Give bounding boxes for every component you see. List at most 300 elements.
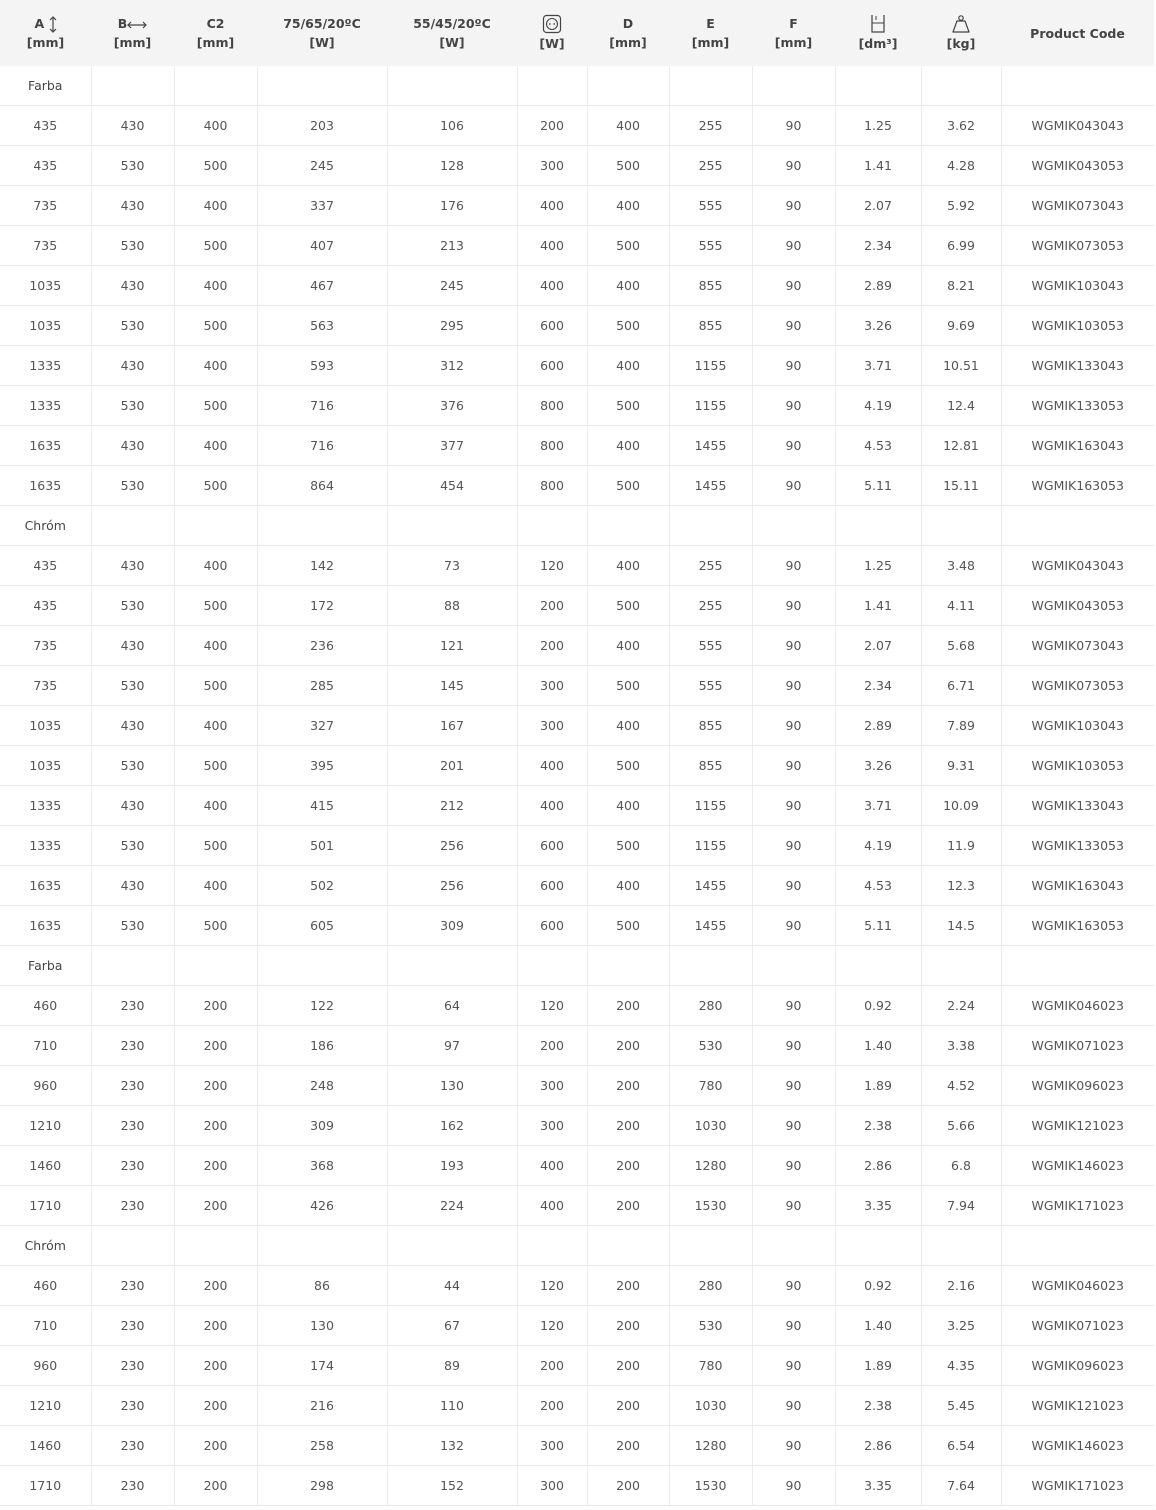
cell-e: 855: [669, 306, 752, 346]
cell-power-55: 454: [387, 466, 517, 506]
cell-b: 530: [91, 466, 174, 506]
cell-power-55: 67: [387, 1306, 517, 1346]
cell-b: 430: [91, 426, 174, 466]
cell-a: 1635: [0, 426, 91, 466]
cell-power-75: 186: [257, 1026, 387, 1066]
cell-f: 90: [752, 826, 835, 866]
empty-cell: [1001, 946, 1154, 986]
cell-power-75: 327: [257, 706, 387, 746]
cell-power-55: 89: [387, 1346, 517, 1386]
table-row: [0, 986, 1154, 1026]
cell-d: 400: [587, 106, 669, 146]
cell-weight: 7.64: [921, 1466, 1001, 1506]
empty-cell: [669, 1226, 752, 1266]
cell-product-code: WGMIK046023: [1001, 986, 1154, 1026]
cell-e: 855: [669, 746, 752, 786]
cell-e: 780: [669, 1066, 752, 1106]
table-row: [0, 1186, 1154, 1226]
cell-f: 90: [752, 386, 835, 426]
table-row: [0, 746, 1154, 786]
cell-product-code: WGMIK163043: [1001, 426, 1154, 466]
cell-electric: 200: [517, 1026, 587, 1066]
empty-cell: [517, 66, 587, 106]
cell-product-code: WGMIK146023: [1001, 1426, 1154, 1466]
cell-volume: 1.89: [835, 1346, 921, 1386]
cell-electric: 300: [517, 1106, 587, 1146]
cell-f: 90: [752, 186, 835, 226]
cell-weight: 6.99: [921, 226, 1001, 266]
cell-b: 230: [91, 1386, 174, 1426]
cell-c2: 200: [174, 986, 257, 1026]
empty-cell: [921, 66, 1001, 106]
cell-electric: 800: [517, 466, 587, 506]
cell-e: 1455: [669, 906, 752, 946]
table-row: [0, 466, 1154, 506]
group-label: Chróm: [0, 506, 91, 546]
cell-weight: 4.35: [921, 1346, 1001, 1386]
cell-f: 90: [752, 666, 835, 706]
cell-f: 90: [752, 786, 835, 826]
cell-c2: 400: [174, 866, 257, 906]
cell-b: 230: [91, 986, 174, 1026]
cell-d: 500: [587, 466, 669, 506]
cell-power-55: 132: [387, 1426, 517, 1466]
table-row: [0, 666, 1154, 706]
empty-cell: [91, 1226, 174, 1266]
cell-electric: 200: [517, 626, 587, 666]
cell-weight: 7.89: [921, 706, 1001, 746]
col-f-unit: [mm]: [774, 35, 813, 50]
cell-power-75: 203: [257, 106, 387, 146]
col-e-label: E: [706, 16, 715, 31]
cell-d: 400: [587, 706, 669, 746]
group-header-row: [0, 66, 1154, 106]
col-power-75-label: 75/65/20ºC: [283, 16, 361, 31]
cell-c2: 400: [174, 346, 257, 386]
empty-cell: [257, 66, 387, 106]
cell-product-code: WGMIK103053: [1001, 746, 1154, 786]
cell-weight: 3.25: [921, 1306, 1001, 1346]
cell-electric: 200: [517, 586, 587, 626]
table-row: [0, 1386, 1154, 1426]
cell-volume: 2.07: [835, 626, 921, 666]
cell-a: 1335: [0, 826, 91, 866]
cell-a: 1035: [0, 706, 91, 746]
cell-f: 90: [752, 546, 835, 586]
cell-power-75: 502: [257, 866, 387, 906]
cell-c2: 500: [174, 226, 257, 266]
cell-e: 555: [669, 666, 752, 706]
cell-volume: 1.40: [835, 1026, 921, 1066]
cell-weight: 5.66: [921, 1106, 1001, 1146]
cell-b: 430: [91, 106, 174, 146]
table-row: [0, 186, 1154, 226]
weight-icon: [951, 14, 971, 34]
cell-a: 1210: [0, 1106, 91, 1146]
cell-power-75: 407: [257, 226, 387, 266]
cell-volume: 2.86: [835, 1426, 921, 1466]
cell-weight: 3.62: [921, 106, 1001, 146]
cell-b: 230: [91, 1186, 174, 1226]
cell-e: 1280: [669, 1146, 752, 1186]
horizontal-arrow-icon: [127, 21, 147, 29]
cell-a: 1335: [0, 786, 91, 826]
cell-d: 400: [587, 626, 669, 666]
empty-cell: [835, 506, 921, 546]
empty-cell: [752, 1226, 835, 1266]
cell-electric: 300: [517, 706, 587, 746]
empty-cell: [1001, 1226, 1154, 1266]
col-header-power-75: [257, 0, 387, 66]
cell-product-code: WGMIK043043: [1001, 546, 1154, 586]
cell-c2: 200: [174, 1346, 257, 1386]
cell-c2: 500: [174, 146, 257, 186]
table-row: [0, 906, 1154, 946]
cell-e: 1455: [669, 866, 752, 906]
cell-e: 255: [669, 106, 752, 146]
cell-product-code: WGMIK171023: [1001, 1466, 1154, 1506]
cell-power-75: 298: [257, 1466, 387, 1506]
cell-c2: 200: [174, 1106, 257, 1146]
cell-product-code: WGMIK096023: [1001, 1346, 1154, 1386]
cell-a: 1635: [0, 466, 91, 506]
cell-volume: 4.19: [835, 826, 921, 866]
table-row: [0, 786, 1154, 826]
col-electric-unit: [W]: [539, 35, 565, 51]
cell-electric: 300: [517, 146, 587, 186]
table-row: [0, 146, 1154, 186]
cell-a: 460: [0, 986, 91, 1026]
cell-a: 1635: [0, 866, 91, 906]
empty-cell: [257, 1226, 387, 1266]
cell-electric: 300: [517, 1466, 587, 1506]
cell-weight: 15.11: [921, 466, 1001, 506]
cell-b: 430: [91, 186, 174, 226]
cell-a: 460: [0, 1266, 91, 1306]
cell-d: 500: [587, 826, 669, 866]
cell-f: 90: [752, 586, 835, 626]
cell-c2: 200: [174, 1146, 257, 1186]
cell-electric: 600: [517, 866, 587, 906]
cell-weight: 4.52: [921, 1066, 1001, 1106]
cell-b: 230: [91, 1426, 174, 1466]
cell-e: 280: [669, 1266, 752, 1306]
col-power-55-unit: [W]: [439, 35, 465, 50]
cell-d: 400: [587, 786, 669, 826]
cell-electric: 400: [517, 746, 587, 786]
col-header-electric: [517, 0, 587, 66]
empty-cell: [517, 946, 587, 986]
cell-b: 230: [91, 1466, 174, 1506]
cell-product-code: WGMIK133043: [1001, 786, 1154, 826]
cell-f: 90: [752, 146, 835, 186]
cell-a: 735: [0, 626, 91, 666]
col-header-weight: [921, 0, 1001, 66]
water-volume-icon: [870, 14, 886, 34]
cell-b: 230: [91, 1106, 174, 1146]
cell-b: 530: [91, 306, 174, 346]
cell-weight: 6.8: [921, 1146, 1001, 1186]
cell-power-55: 376: [387, 386, 517, 426]
col-c2-label: C2: [206, 16, 225, 31]
cell-power-55: 121: [387, 626, 517, 666]
cell-product-code: WGMIK133053: [1001, 386, 1154, 426]
table-row: [0, 266, 1154, 306]
cell-d: 400: [587, 266, 669, 306]
cell-weight: 4.28: [921, 146, 1001, 186]
cell-b: 230: [91, 1066, 174, 1106]
cell-a: 1035: [0, 306, 91, 346]
cell-d: 500: [587, 746, 669, 786]
cell-electric: 400: [517, 266, 587, 306]
cell-c2: 500: [174, 906, 257, 946]
col-power-55-label: 55/45/20ºC: [413, 16, 491, 31]
group-label: Farba: [0, 66, 91, 106]
cell-product-code: WGMIK133053: [1001, 826, 1154, 866]
cell-c2: 200: [174, 1386, 257, 1426]
cell-power-55: 245: [387, 266, 517, 306]
cell-d: 200: [587, 986, 669, 1026]
cell-c2: 500: [174, 466, 257, 506]
cell-power-55: 201: [387, 746, 517, 786]
cell-b: 530: [91, 666, 174, 706]
cell-electric: 200: [517, 1346, 587, 1386]
cell-volume: 3.35: [835, 1186, 921, 1226]
cell-power-55: 309: [387, 906, 517, 946]
cell-d: 400: [587, 346, 669, 386]
cell-electric: 800: [517, 386, 587, 426]
cell-d: 400: [587, 186, 669, 226]
empty-cell: [387, 66, 517, 106]
cell-product-code: WGMIK046023: [1001, 1266, 1154, 1306]
cell-a: 710: [0, 1306, 91, 1346]
empty-cell: [752, 66, 835, 106]
table-row: [0, 306, 1154, 346]
cell-f: 90: [752, 426, 835, 466]
cell-volume: 2.07: [835, 186, 921, 226]
table-row: [0, 1026, 1154, 1066]
cell-f: 90: [752, 1306, 835, 1346]
cell-a: 735: [0, 666, 91, 706]
empty-cell: [174, 66, 257, 106]
cell-weight: 10.09: [921, 786, 1001, 826]
cell-electric: 400: [517, 186, 587, 226]
table-row: [0, 1066, 1154, 1106]
socket-icon: [542, 14, 562, 34]
cell-volume: 4.19: [835, 386, 921, 426]
cell-c2: 500: [174, 586, 257, 626]
cell-power-75: 593: [257, 346, 387, 386]
cell-f: 90: [752, 906, 835, 946]
cell-volume: 2.34: [835, 226, 921, 266]
cell-power-55: 176: [387, 186, 517, 226]
cell-power-55: 130: [387, 1066, 517, 1106]
col-header-power-55: [387, 0, 517, 66]
cell-b: 530: [91, 226, 174, 266]
cell-volume: 2.86: [835, 1146, 921, 1186]
empty-cell: [921, 506, 1001, 546]
cell-f: 90: [752, 1266, 835, 1306]
empty-cell: [587, 946, 669, 986]
cell-electric: 600: [517, 306, 587, 346]
cell-product-code: WGMIK071023: [1001, 1306, 1154, 1346]
table-row: [0, 426, 1154, 466]
cell-e: 1155: [669, 786, 752, 826]
cell-a: 435: [0, 586, 91, 626]
cell-c2: 500: [174, 386, 257, 426]
cell-volume: 2.89: [835, 706, 921, 746]
empty-cell: [835, 946, 921, 986]
cell-e: 1155: [669, 346, 752, 386]
cell-d: 200: [587, 1146, 669, 1186]
cell-c2: 500: [174, 306, 257, 346]
table-row: [0, 1146, 1154, 1186]
cell-b: 230: [91, 1266, 174, 1306]
cell-power-75: 248: [257, 1066, 387, 1106]
cell-electric: 400: [517, 1186, 587, 1226]
empty-cell: [1001, 506, 1154, 546]
cell-product-code: WGMIK073043: [1001, 626, 1154, 666]
empty-cell: [91, 506, 174, 546]
cell-f: 90: [752, 1026, 835, 1066]
cell-c2: 500: [174, 666, 257, 706]
cell-d: 200: [587, 1266, 669, 1306]
cell-power-55: 162: [387, 1106, 517, 1146]
cell-b: 430: [91, 786, 174, 826]
table-row: [0, 546, 1154, 586]
cell-weight: 11.9: [921, 826, 1001, 866]
cell-power-55: 106: [387, 106, 517, 146]
cell-product-code: WGMIK043053: [1001, 146, 1154, 186]
empty-cell: [257, 506, 387, 546]
col-product-code-label: Product Code: [1030, 25, 1125, 41]
cell-d: 500: [587, 146, 669, 186]
cell-c2: 400: [174, 186, 257, 226]
empty-cell: [174, 946, 257, 986]
cell-b: 530: [91, 586, 174, 626]
cell-f: 90: [752, 106, 835, 146]
cell-a: 1335: [0, 346, 91, 386]
cell-volume: 3.71: [835, 786, 921, 826]
cell-d: 200: [587, 1026, 669, 1066]
cell-power-55: 167: [387, 706, 517, 746]
cell-c2: 200: [174, 1426, 257, 1466]
cell-power-55: 295: [387, 306, 517, 346]
empty-cell: [174, 506, 257, 546]
cell-c2: 200: [174, 1306, 257, 1346]
table-row: [0, 826, 1154, 866]
col-header-a: [0, 0, 91, 66]
cell-weight: 3.48: [921, 546, 1001, 586]
cell-weight: 3.38: [921, 1026, 1001, 1066]
cell-d: 500: [587, 386, 669, 426]
cell-a: 435: [0, 146, 91, 186]
cell-d: 500: [587, 306, 669, 346]
col-f-label: F: [789, 16, 798, 31]
cell-b: 430: [91, 266, 174, 306]
cell-f: 90: [752, 1186, 835, 1226]
cell-product-code: WGMIK133043: [1001, 346, 1154, 386]
cell-volume: 5.11: [835, 466, 921, 506]
col-d-unit: [mm]: [609, 35, 647, 50]
cell-e: 1530: [669, 1466, 752, 1506]
empty-cell: [91, 946, 174, 986]
cell-power-75: 426: [257, 1186, 387, 1226]
cell-c2: 400: [174, 266, 257, 306]
cell-f: 90: [752, 346, 835, 386]
cell-power-75: 86: [257, 1266, 387, 1306]
cell-e: 280: [669, 986, 752, 1026]
cell-e: 555: [669, 226, 752, 266]
cell-f: 90: [752, 1386, 835, 1426]
empty-cell: [752, 946, 835, 986]
cell-power-55: 145: [387, 666, 517, 706]
cell-product-code: WGMIK171023: [1001, 1186, 1154, 1226]
cell-volume: 3.26: [835, 306, 921, 346]
cell-e: 780: [669, 1346, 752, 1386]
empty-cell: [752, 506, 835, 546]
cell-product-code: WGMIK096023: [1001, 1066, 1154, 1106]
empty-cell: [1001, 66, 1154, 106]
cell-a: 960: [0, 1346, 91, 1386]
col-c2-unit: [mm]: [196, 35, 235, 50]
cell-weight: 2.24: [921, 986, 1001, 1026]
table-row: [0, 1306, 1154, 1346]
table-row: [0, 866, 1154, 906]
cell-a: 960: [0, 1066, 91, 1106]
cell-product-code: WGMIK121023: [1001, 1106, 1154, 1146]
cell-a: 710: [0, 1026, 91, 1066]
empty-cell: [517, 506, 587, 546]
cell-power-55: 377: [387, 426, 517, 466]
cell-d: 400: [587, 426, 669, 466]
cell-power-75: 142: [257, 546, 387, 586]
cell-weight: 8.21: [921, 266, 1001, 306]
cell-d: 200: [587, 1306, 669, 1346]
cell-power-55: 213: [387, 226, 517, 266]
cell-d: 200: [587, 1426, 669, 1466]
cell-c2: 400: [174, 786, 257, 826]
cell-power-55: 193: [387, 1146, 517, 1186]
empty-cell: [835, 66, 921, 106]
table-body: [0, 66, 1154, 1506]
cell-volume: 1.25: [835, 106, 921, 146]
group-header-row: [0, 946, 1154, 986]
cell-weight: 9.69: [921, 306, 1001, 346]
cell-c2: 200: [174, 1026, 257, 1066]
cell-product-code: WGMIK043043: [1001, 106, 1154, 146]
cell-a: 1460: [0, 1146, 91, 1186]
cell-f: 90: [752, 986, 835, 1026]
cell-f: 90: [752, 1066, 835, 1106]
cell-d: 500: [587, 666, 669, 706]
cell-electric: 400: [517, 1146, 587, 1186]
cell-product-code: WGMIK043053: [1001, 586, 1154, 626]
cell-electric: 300: [517, 666, 587, 706]
cell-power-75: 864: [257, 466, 387, 506]
cell-product-code: WGMIK071023: [1001, 1026, 1154, 1066]
cell-power-75: 563: [257, 306, 387, 346]
cell-volume: 2.38: [835, 1386, 921, 1426]
empty-cell: [387, 506, 517, 546]
cell-volume: 3.71: [835, 346, 921, 386]
cell-volume: 0.92: [835, 986, 921, 1026]
cell-power-55: 64: [387, 986, 517, 1026]
cell-b: 430: [91, 546, 174, 586]
cell-volume: 3.35: [835, 1466, 921, 1506]
cell-power-75: 467: [257, 266, 387, 306]
cell-b: 430: [91, 706, 174, 746]
